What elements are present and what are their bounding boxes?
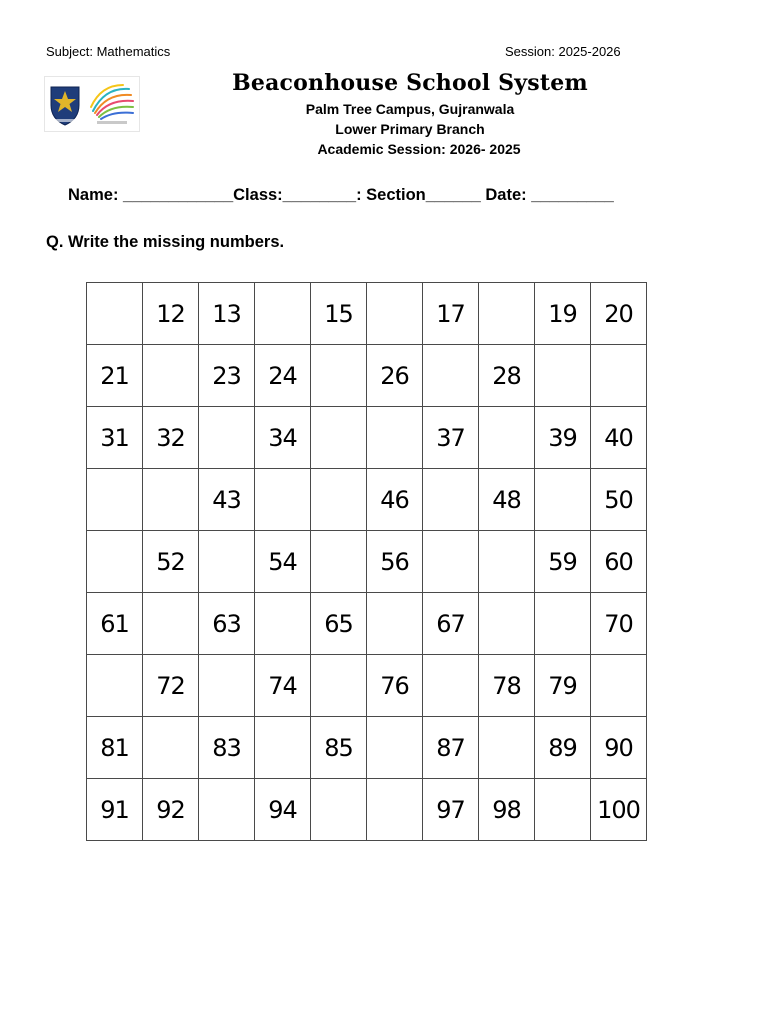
number-cell: 24 — [255, 345, 311, 407]
grid-row — [87, 407, 647, 469]
subject-label: Subject: Mathematics — [46, 44, 171, 59]
number-cell: 98 — [479, 779, 535, 841]
blank-cell — [311, 655, 367, 717]
number-cell: 78 — [479, 655, 535, 717]
number-cell: 43 — [199, 469, 255, 531]
number-cell: 74 — [255, 655, 311, 717]
number-cell: 19 — [535, 283, 591, 345]
grid-row — [87, 779, 647, 841]
number-cell: 56 — [367, 531, 423, 593]
number-cell: 46 — [367, 469, 423, 531]
number-cell: 13 — [199, 283, 255, 345]
blank-cell — [199, 407, 255, 469]
number-cell: 23 — [199, 345, 255, 407]
number-cell: 31 — [87, 407, 143, 469]
number-cell: 72 — [143, 655, 199, 717]
number-cell: 81 — [87, 717, 143, 779]
branch-name: Lower Primary Branch — [335, 121, 485, 137]
blank-cell — [535, 779, 591, 841]
number-cell: 60 — [591, 531, 647, 593]
blank-cell — [423, 345, 479, 407]
number-cell: 17 — [423, 283, 479, 345]
number-grid — [86, 282, 647, 841]
number-cell: 65 — [311, 593, 367, 655]
number-cell: 12 — [143, 283, 199, 345]
blank-cell — [479, 531, 535, 593]
blank-cell — [311, 531, 367, 593]
blank-cell — [367, 717, 423, 779]
blank-cell — [423, 469, 479, 531]
blank-cell — [143, 717, 199, 779]
number-cell: 54 — [255, 531, 311, 593]
blank-cell — [87, 655, 143, 717]
campus-name: Palm Tree Campus, Gujranwala — [305, 101, 515, 117]
grid-row — [87, 283, 647, 345]
blank-cell — [87, 531, 143, 593]
blank-cell — [367, 593, 423, 655]
blank-cell — [311, 407, 367, 469]
blank-cell — [143, 469, 199, 531]
number-cell: 15 — [311, 283, 367, 345]
number-cell: 92 — [143, 779, 199, 841]
question-text: Q. Write the missing numbers. — [46, 233, 285, 251]
number-cell: 76 — [367, 655, 423, 717]
blank-cell — [479, 717, 535, 779]
blank-cell — [87, 469, 143, 531]
number-cell: 28 — [479, 345, 535, 407]
blank-cell — [591, 345, 647, 407]
blank-cell — [143, 593, 199, 655]
number-cell: 79 — [535, 655, 591, 717]
number-cell: 70 — [591, 593, 647, 655]
session-label: Session: 2025-2026 — [505, 44, 621, 59]
blank-cell — [367, 407, 423, 469]
blank-cell — [479, 593, 535, 655]
number-cell: 61 — [87, 593, 143, 655]
school-crest-icon — [49, 83, 81, 127]
number-cell: 59 — [535, 531, 591, 593]
blank-cell — [255, 593, 311, 655]
blank-cell — [535, 345, 591, 407]
blank-cell — [479, 283, 535, 345]
number-cell: 87 — [423, 717, 479, 779]
school-name: Beaconhouse School System — [232, 70, 588, 96]
blank-cell — [367, 779, 423, 841]
blank-cell — [367, 283, 423, 345]
number-cell: 26 — [367, 345, 423, 407]
number-cell: 37 — [423, 407, 479, 469]
number-cell: 85 — [311, 717, 367, 779]
blank-cell — [87, 283, 143, 345]
number-cell: 40 — [591, 407, 647, 469]
blank-cell — [535, 469, 591, 531]
blank-cell — [255, 717, 311, 779]
blank-cell — [199, 655, 255, 717]
blank-cell — [255, 469, 311, 531]
school-logo — [44, 76, 140, 132]
number-cell: 48 — [479, 469, 535, 531]
grid-row — [87, 655, 647, 717]
number-cell: 97 — [423, 779, 479, 841]
academic-session: Academic Session: 2026- 2025 — [317, 141, 521, 157]
blank-cell — [199, 779, 255, 841]
student-info-line: Name: ____________Class:________: Section______ Date: _________ — [68, 186, 614, 204]
number-cell: 94 — [255, 779, 311, 841]
number-cell: 63 — [199, 593, 255, 655]
number-cell: 21 — [87, 345, 143, 407]
grid-row — [87, 469, 647, 531]
number-cell: 39 — [535, 407, 591, 469]
number-cell: 34 — [255, 407, 311, 469]
number-cell: 90 — [591, 717, 647, 779]
blank-cell — [423, 531, 479, 593]
grid-row — [87, 717, 647, 779]
number-cell: 89 — [535, 717, 591, 779]
number-cell: 91 — [87, 779, 143, 841]
blank-cell — [311, 345, 367, 407]
number-cell: 52 — [143, 531, 199, 593]
blank-cell — [143, 345, 199, 407]
blank-cell — [535, 593, 591, 655]
blank-cell — [423, 655, 479, 717]
blank-cell — [591, 655, 647, 717]
blank-cell — [311, 469, 367, 531]
blank-cell — [199, 531, 255, 593]
number-cell: 100 — [591, 779, 647, 841]
number-cell: 20 — [591, 283, 647, 345]
number-cell: 67 — [423, 593, 479, 655]
blank-cell — [311, 779, 367, 841]
grid-row — [87, 531, 647, 593]
number-cell: 83 — [199, 717, 255, 779]
anniversary-burst-icon — [85, 81, 137, 127]
number-cell: 50 — [591, 469, 647, 531]
grid-row — [87, 345, 647, 407]
number-cell: 32 — [143, 407, 199, 469]
blank-cell — [255, 283, 311, 345]
grid-row — [87, 593, 647, 655]
blank-cell — [479, 407, 535, 469]
